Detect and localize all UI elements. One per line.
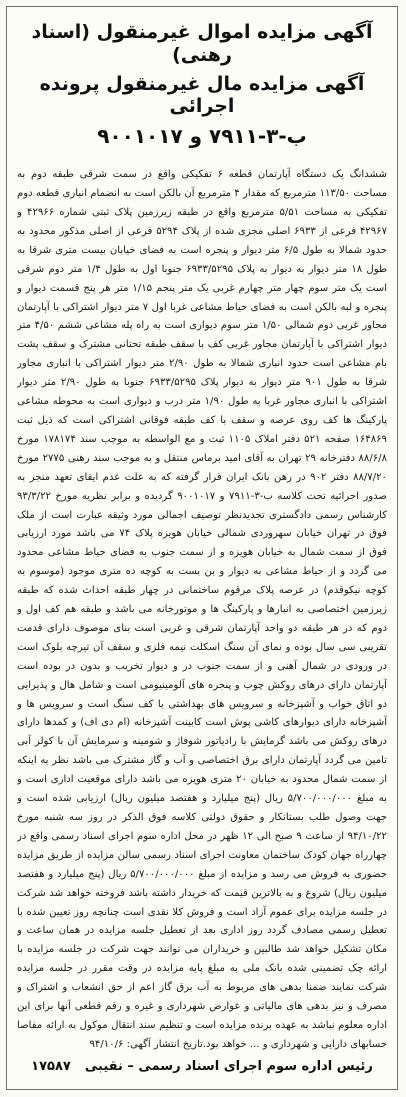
notice-title-line-1: آگهی مزایده اموال غیرمنقول (اسناد رهنی) (31, 21, 373, 66)
ad-number: ۱۷۵۸۷ (31, 1059, 71, 1074)
notice-body-text: ششدانگ یک دستگاه آپارتمان قطعه ۶ تفکیکی واقع در سمت شرقی طبقه دوم به مساحت ۱۱۳/۵۰ مترمربع که مقدار ۴ مترمربع آن بالکن است به انضمام انباری قطعه دوم تفکیکی به مساحت ۵/۵۱ مترمربع واقع در طبقه زیرزمین پلاک ثبتی شماره ۴۲۹۶۶ و ۴۲۹۶۷ فرعی از ۶۹۳۳ اصلی مجزی شده از پلاک ۵۲۹۴ فرعی از اصلی مذکور محدود به حدود شمالا به طول ۶/۵ متر دیوار و پنجره است به فضای خیابان بیست متری شرقا به طول ۱۸ متر دیوار به دیوار به پلاک ۶۹۳۳/۵۲۹۵ جنوبا اول به طول ۱/۴ متر دوم شرقی است یک متر سوم چهار متر چهارم غربی یک متر پنجم ۱/۱۵ متر هر پنج قسمت دیوار و پنجره و لبه بالکن است به فضای حیاط مشاعی غربا اول ۷ متر دیوار اشتراکی با آپارتمان مجاور غربی دوم شمالی ۱/۵۰ متر سوم دیواری است به راه پله مشاعی ششم ۴/۵۰ متر دیوار اشتراکی با آپارتمان مجاور غربی کف با سقف طبقه تحتانی مشترک و سقف پشت بام مشاعی است حدود انباری شمالا به طول ۲/۹۰ متر دیوار اشتراکی با انباری مجاور شرقا به طول ۹۰۱ متر دیوار به دیوار پلاک ۶۹۳۳/۵۲۹۵ جنوبا به طول ۲/۹۰ متر دیوار اشتراکی با انباری مجاور غربا به طول ۱/۹۰ متر درب و دیواری است به محوطه مشاعی پارکینگ ها کف روی عرصه و سقف با کف طبقه فوقانی اشتراکی است که ذیل ثبت ۱۶۴۸۶۹ صفحه ۵۲۱ دفتر املاک ۱۱۰۵ ثبت و مع الواسطه به موجب سند ۱۷۸۱۷۴ مورخ ۸۸/۶/۸ دفترخانه ۲۹ تهران به آقای امید برماس منتقل و به موجب سند رهنی ۲۷۷۵ مورخ ۸۸/۷/۲۰ دفتر ۹۰۲ در رهن بانک ایران قرار گرفته که به علت عدم ایفای تعهد منجر به صدور اجرائیه تحت کلاسه ب-۳-۷۹۱۱ و ۹۰۰۱۰۱۷ گردیده و برابر نظریه مورخ ۹۳/۳/۲۲ کارشناس رسمی دادگستری تجدیدنظر توصیف اجمالی مورد وثیقه عبارت است از ملک فوق در تهران خیابان سهروردی شمالی خیابان هویزه پلاک ۷۴ می باشد مورد ارزیابی فوق از سمت شمال به خیابان هویزه و از سمت جنوب به فضای حیاط مشاعی محدود می گردد و از حیاط مشاعی به دیوار و بن بست به کوچه ده متری موجود (موسوم به کوچه نیکوقدم) در عرصه پلاک مرقوم ساختمانی در چهار طبقه احداث شده که طبقه زیرزمین اختصاصی به انبارها و پارکینگ ها و موتورخانه می باشد و طبقه هم کف اول و دوم که در هر طبقه دو واحد آپارتمان شرقی و غربی است بنای موصوف دارای قدمت تقریبی سی سال بوده و نمای آن سنگ اسکلت نیمه فلزی و سقف آن تیرچه بلوک است در ورودی در شمال آهنی و از سمت جنوب در و دیوار تخریب و بدون در بوده است آپارتمان دارای درهای روکش چوب و پنجره های آلومینیومی است و شامل هال و پذیرایی دو اتاق خواب و آشپزخانه و سرویس های بهداشتی با کف سنگ است و سرویس ها و آشپزخانه دارای دیوارهای کاشی پوش است کابینت آشپزخانه (ام دی اف) و کمدها دارای درهای روکش می باشد گرمایش با رادیاتور شوفاژ و شومینه و سرمایش آن با کولر آبی تامین می گردد آپارتمان دارای برق اختصاصی و آب و گاز مشترک می باشد نظر به اینکه از سمت شمال محدود به خیابان ۲۰ متری هویزه می باشد دارای موقعیت اداری است و به مبلغ ۵/۷۰۰/۰۰۰/۰۰۰ ریال (پنج میلیارد و هفتصد میلیون ریال) ارزیابی شده است و جهت وصول طلب بستانکار و حقوق دولتی کلاسه فوق الذکر در روز سه شنبه مورخ ۹۴/۱۰/۲۲ از ساعت ۹ صبح الی ۱۲ ظهر در محل اداره سوم اجرای اسناد رسمی واقع در چهارراه جهان کودک ساختمان معاونت اجرای اسناد رسمی سالن مزایده از طریق مزایده حضوری به فروش می رسد و مزایده از مبلغ ۵/۷۰۰/۰۰۰/۰۰۰ ریال (پنج میلیارد و هفتصد میلیون ریال) شروع و به بالاترین قیمت که خریدار داشته باشد فروخته خواهد شد شرکت در جلسه مزایده برای عموم آزاد است و فروش کلا نقدی است چنانچه روز تعیین شده با تعطیل رسمی مصادف گردد روز اداری بعد از تعطیل جلسه مزایده در همان ساعت و مکان تشکیل خواهد شد طالبین و خریداران می توانند جهت شرکت در جلسه مزایده با ارائه چک تضمینی شده بانک ملی به مبلغ پایه مزایده در وقت مقرر در جلسه مزایده شرکت نمایند ضمنا بدهی های مربوط به آب برق گاز اعم از حق انشعاب و اشتراک و مصرف و نیز بدهی های مالیاتی و عوارض شهرداری و غیره و رقم قطعی آنها برای این اداره معلوم نباشد به عهده برنده مزایده است و تنظیم سند انتقال موکول به ارائه مفاصا حسابهای دارایی و شهرداری و ... خواهد بود.تاریخ انتشار آگهی: ۹۴/۱۰/۶ (17, 169, 387, 1050)
notice-footer (7, 1059, 397, 1074)
notice-title-line-2: آگهی مزایده مال غیرمنقول پرونده اجرائی (39, 72, 365, 118)
signature-line: رئیس اداره سوم اجرای اسناد رسمی – نقیبی (84, 1059, 373, 1074)
notice-frame (6, 6, 398, 1090)
case-number-title: ب-۳-۷۹۱۱ و ۹۰۰۱۰۱۷ (97, 124, 307, 149)
